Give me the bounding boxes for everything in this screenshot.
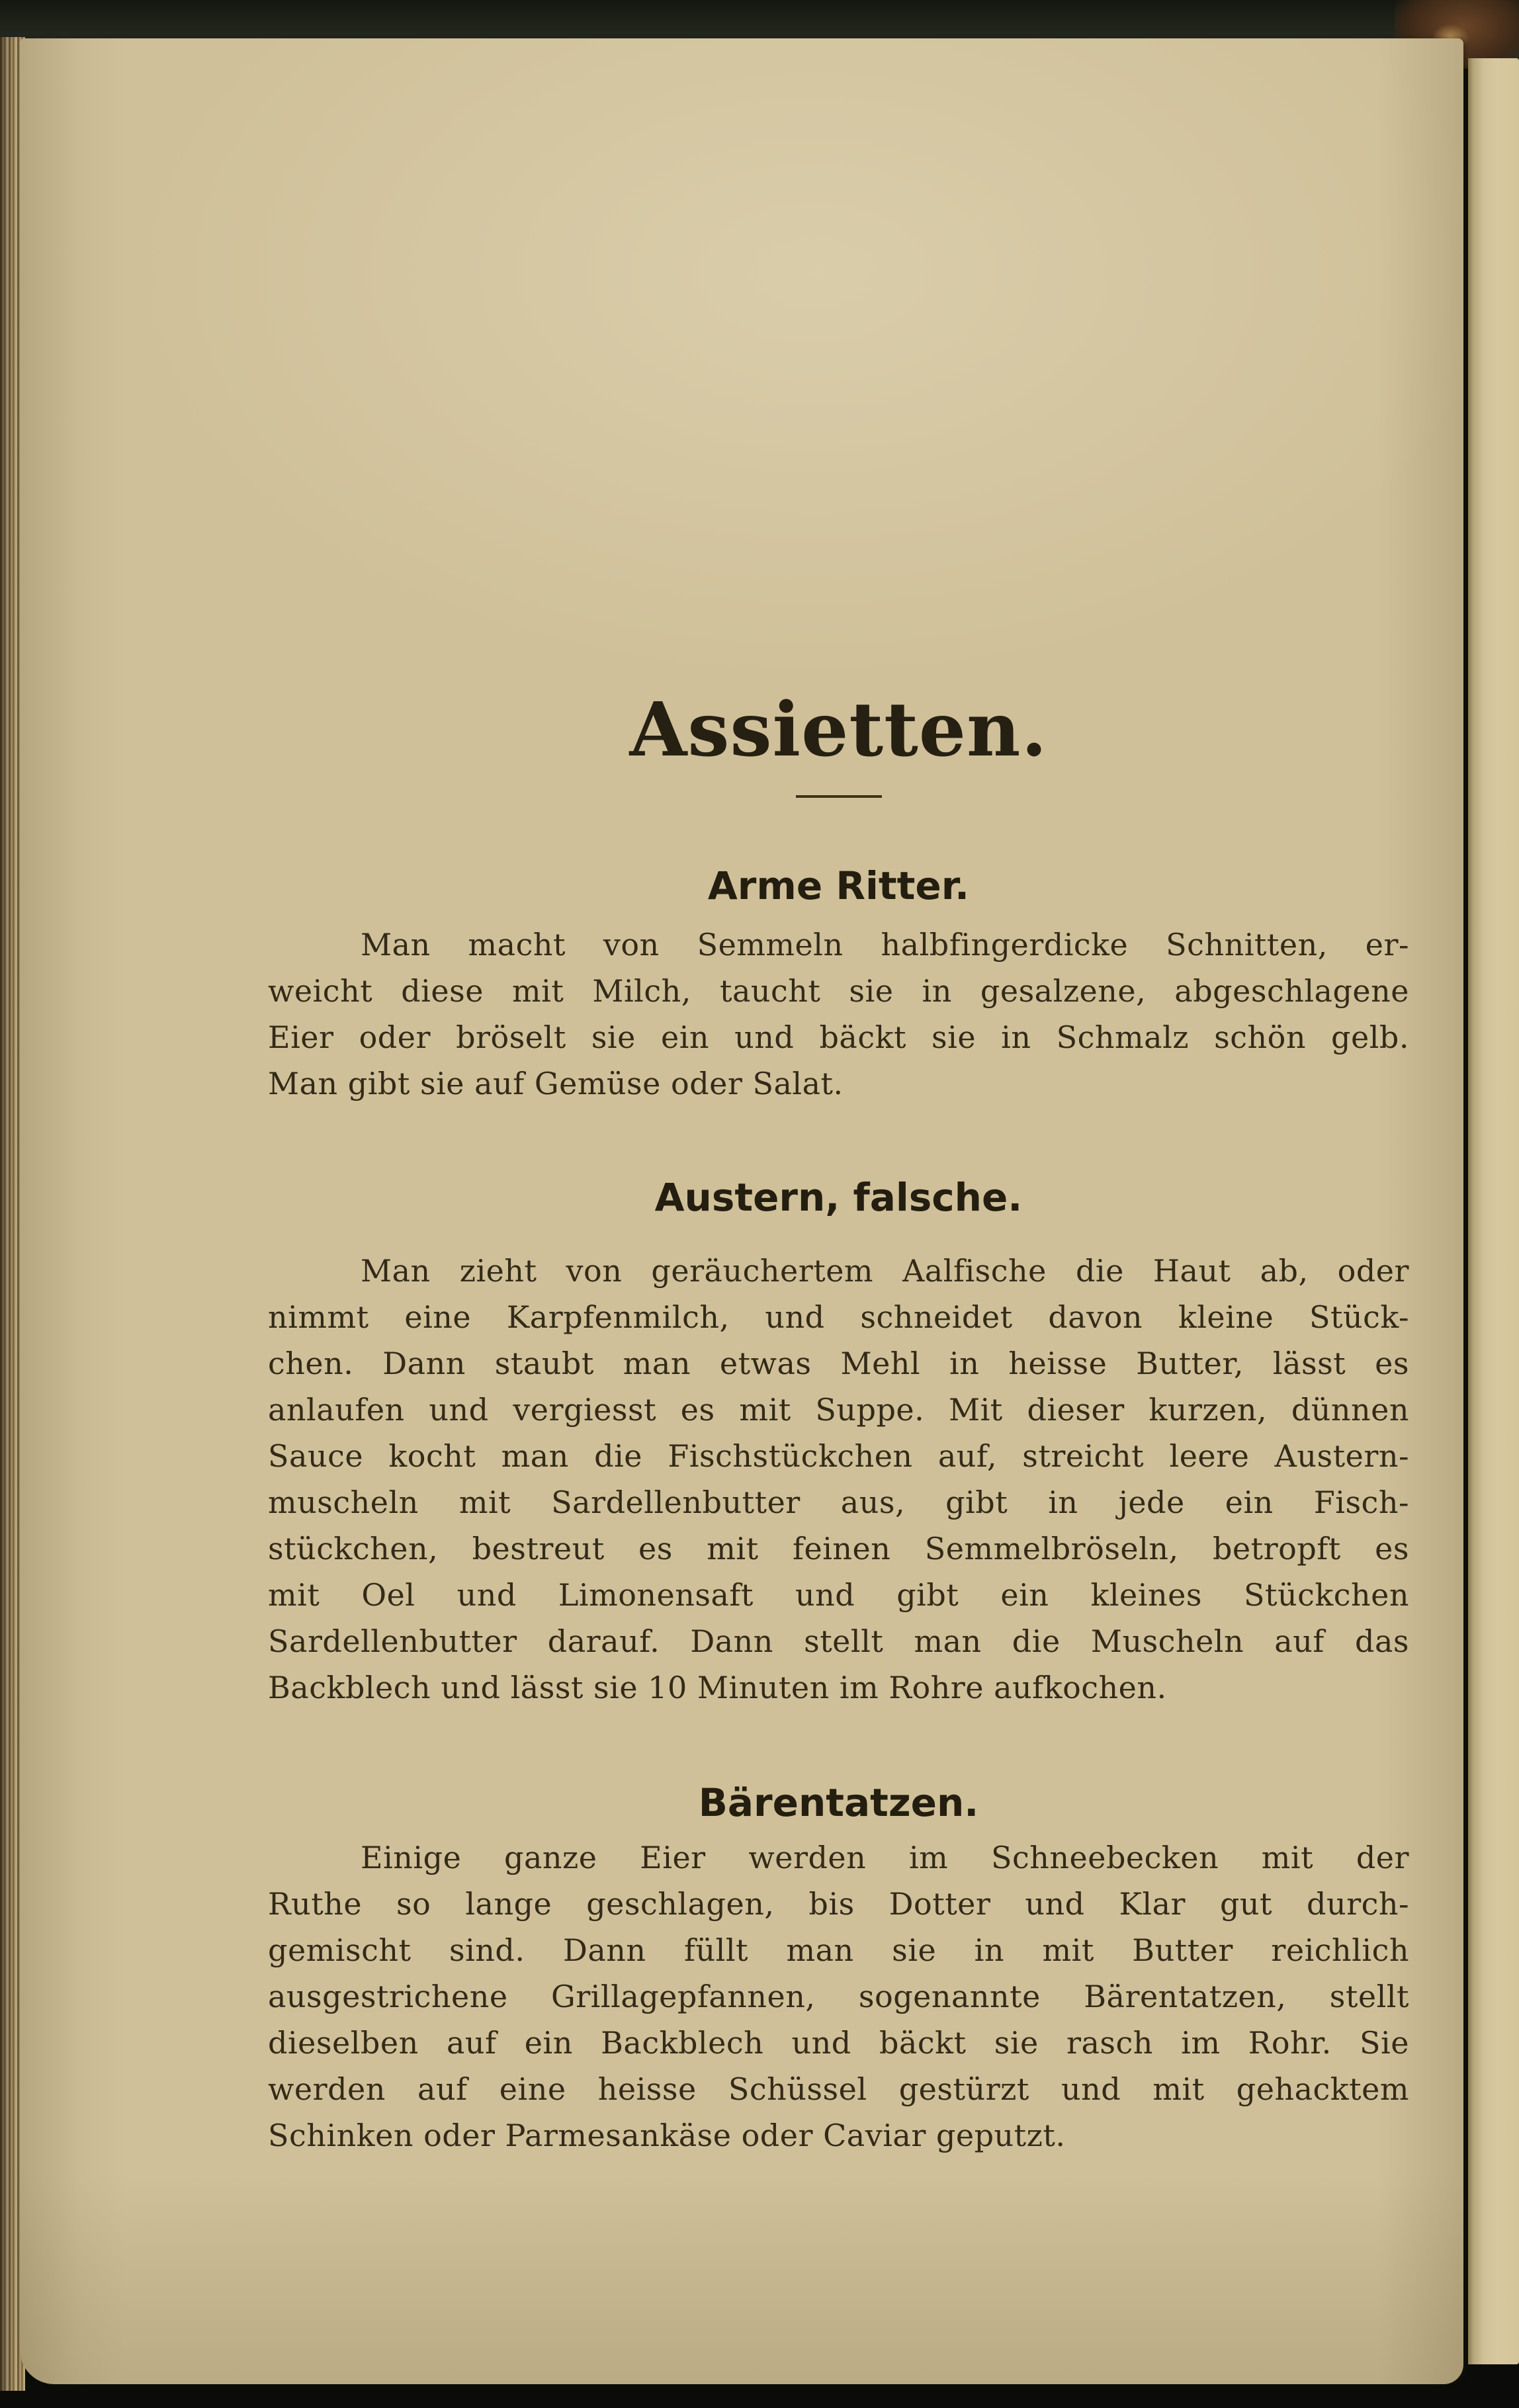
text-line: Man gibt sie auf Gemüse oder Salat.: [268, 1066, 844, 1101]
section-heading-austern-falsche: Austern, falsche.: [654, 1175, 1023, 1220]
page-text-block: [268, 38, 1409, 2384]
text-line: mit Oel und Limonensaft und gibt ein kleines Stückchen: [268, 1577, 1409, 1613]
section-paragraph-austern-falsche: [268, 1248, 1409, 1711]
section-heading-arme-ritter: Arme Ritter.: [707, 863, 970, 908]
text-line: ausgestrichene Grillagepfannen, sogenannte Bärentatzen, stellt: [268, 1979, 1409, 2014]
page-title: Assietten.: [629, 687, 1048, 773]
text-line: anlaufen und vergiesst es mit Suppe. Mit dieser kurzen, dünnen: [268, 1392, 1409, 1428]
text-line: chen. Dann staubt man etwas Mehl in heisse Butter, lässt es: [268, 1346, 1409, 1381]
text-line: gemischt sind. Dann füllt man sie in mit Butter reichlich: [268, 1932, 1409, 1968]
text-line: muscheln mit Sardellenbutter aus, gibt in jede ein Fisch-: [268, 1484, 1409, 1520]
section-heading-baerentatzen: Bärentatzen.: [698, 1780, 979, 1825]
section-paragraph-baerentatzen: [268, 1834, 1409, 2159]
text-line: werden auf eine heisse Schüssel gestürzt und mit gehacktem: [268, 2071, 1409, 2107]
text-line: Einige ganze Eier werden im Schneebecken mit der: [361, 1840, 1409, 1875]
section-paragraph-arme-ritter: [268, 922, 1409, 1107]
text-line: Schinken oder Parmesankäse oder Caviar geputzt.: [268, 2118, 1066, 2153]
text-line: Ruthe so lange geschlagen, bis Dotter und Klar gut durch-: [268, 1886, 1409, 1922]
text-line: Sardellenbutter darauf. Dann stellt man die Muscheln auf das: [268, 1623, 1409, 1659]
book-page: [20, 38, 1463, 2384]
next-page-edge: [1468, 58, 1519, 2364]
text-line: dieselben auf ein Backblech und bäckt sie rasch im Rohr. Sie: [268, 2025, 1409, 2061]
text-line: Backblech und lässt sie 10 Minuten im Rohre aufkochen.: [268, 1670, 1167, 1705]
text-line: Sauce kocht man die Fischstückchen auf, streicht leere Austern-: [268, 1438, 1409, 1474]
title-divider-rule: [796, 795, 882, 798]
text-line: nimmt eine Karpfenmilch, und schneidet davon kleine Stück-: [268, 1299, 1409, 1335]
text-line: stückchen, bestreut es mit feinen Semmelbröseln, betropft es: [268, 1531, 1409, 1567]
text-line: Man zieht von geräuchertem Aalfische die Haut ab, oder: [361, 1253, 1409, 1289]
text-line: Eier oder bröselt sie ein und bäckt sie in Schmalz schön gelb.: [268, 1019, 1409, 1055]
text-line: Man macht von Semmeln halbfingerdicke Schnitten, er-: [361, 927, 1409, 963]
text-line: weicht diese mit Milch, taucht sie in gesalzene, abgeschlagene: [268, 973, 1409, 1009]
